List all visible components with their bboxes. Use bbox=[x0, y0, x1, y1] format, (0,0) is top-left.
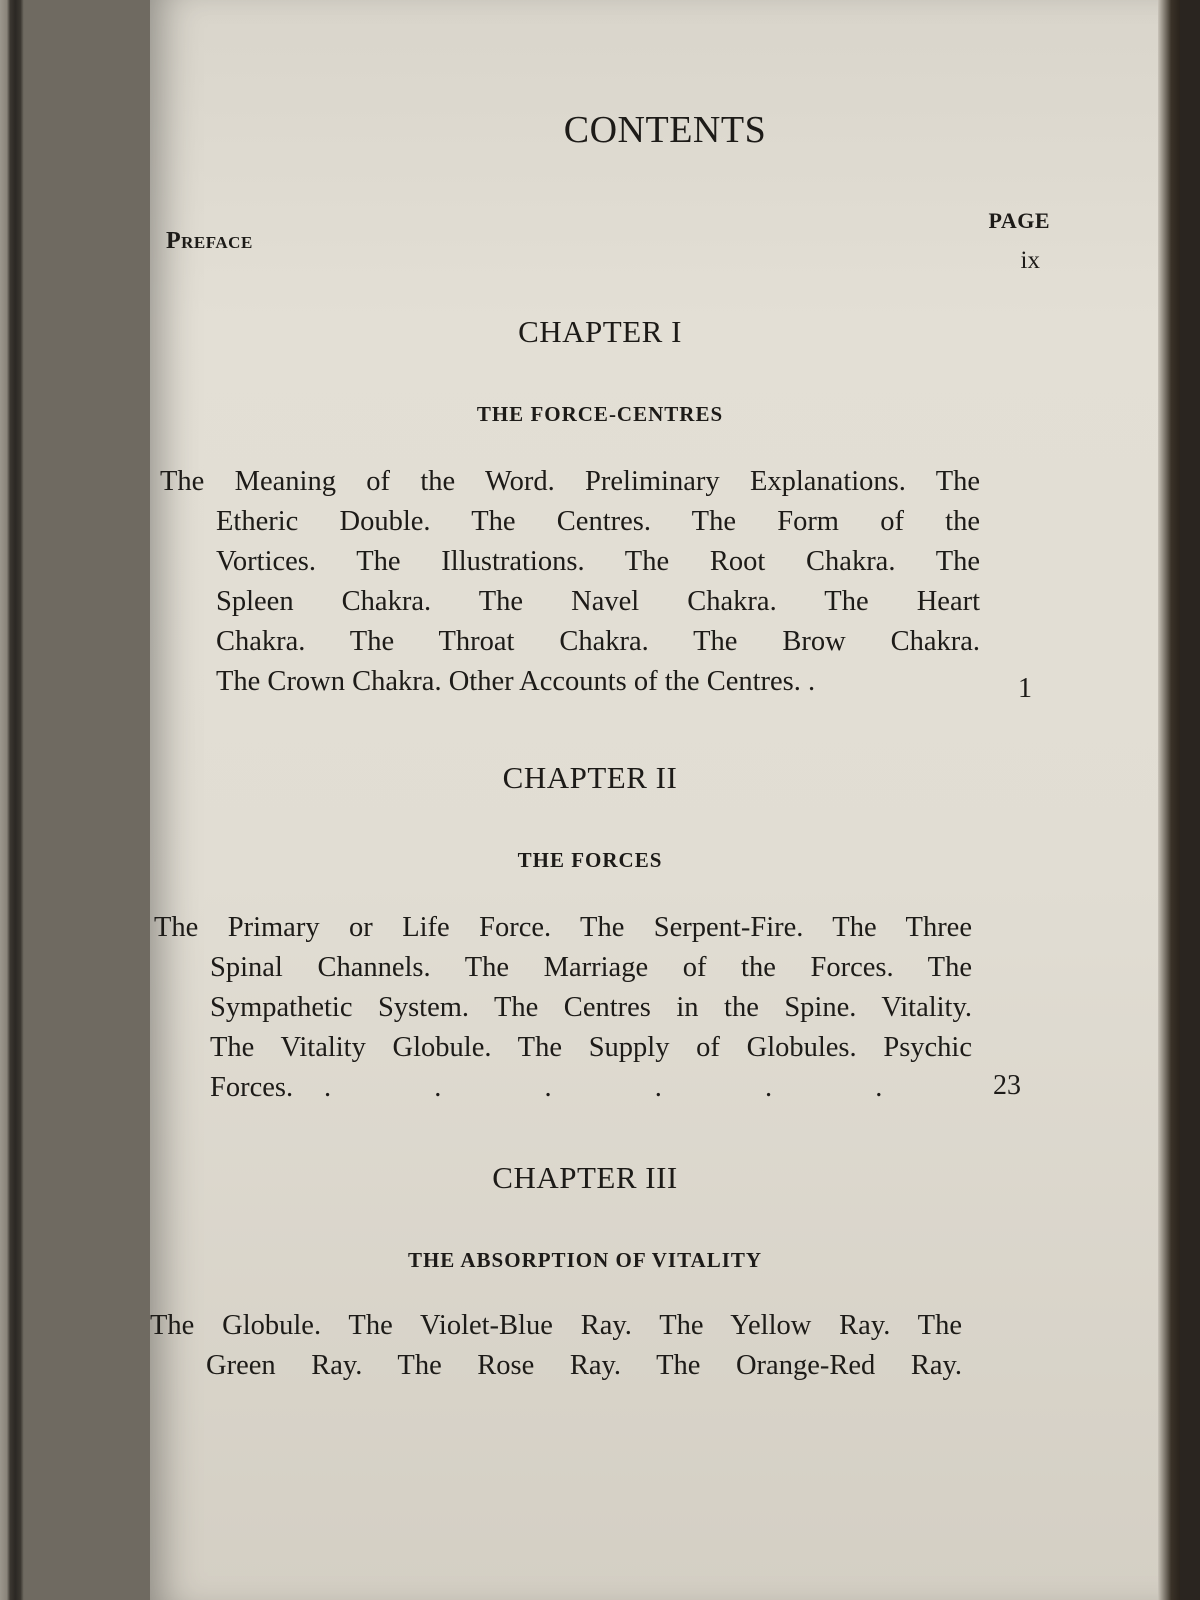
entry-line: Spinal Channels. The Marriage of the Forces. The bbox=[210, 952, 972, 983]
entry-line: Etheric Double. The Centres. The Form of the bbox=[216, 506, 980, 537]
book-gutter-shadow bbox=[0, 0, 170, 1600]
entry-line bbox=[154, 1068, 972, 1108]
entry-line: Chakra. The Throat Chakra. The Brow Chakra. bbox=[216, 626, 980, 657]
page-column-label: PAGE bbox=[988, 208, 1050, 233]
entry-line: Sympathetic System. The Centres in the Spine. Vitality. bbox=[210, 992, 972, 1023]
chapter-1-page-number: 1 bbox=[1018, 673, 1032, 704]
chapter-1-heading: CHAPTER I bbox=[518, 314, 682, 349]
entry-line: Vortices. The Illustrations. The Root Chakra. The bbox=[216, 546, 980, 577]
chapter-2-entry bbox=[154, 908, 972, 1108]
entry-line: The Globule. The Violet-Blue Ray. The Yellow Ray. The bbox=[150, 1310, 962, 1341]
leader-dots: . . . . . . bbox=[324, 1072, 883, 1103]
entry-line: Spleen Chakra. The Navel Chakra. The Heart bbox=[216, 586, 980, 617]
chapter-2-heading: CHAPTER II bbox=[502, 760, 678, 795]
chapter-3-entry bbox=[150, 1306, 962, 1386]
chapter-1-subtitle: THE FORCE-CENTRES bbox=[476, 402, 724, 426]
chapter-2-subtitle: THE FORCES bbox=[517, 848, 663, 872]
chapter-3-subtitle: THE ABSORPTION OF VITALITY bbox=[407, 1248, 763, 1272]
chapter-2-page-number: 23 bbox=[993, 1070, 1021, 1101]
book-page bbox=[150, 0, 1180, 1600]
preface-entry: Preface bbox=[166, 228, 253, 254]
entry-line: The Primary or Life Force. The Serpent-Fire. The Three bbox=[154, 912, 972, 943]
preface-page-number: ix bbox=[1020, 247, 1040, 274]
entry-line-text: Forces. bbox=[210, 1072, 294, 1103]
entry-line: The Crown Chakra. Other Accounts of the Centres. . bbox=[216, 666, 816, 697]
chapter-3-heading: CHAPTER III bbox=[492, 1160, 678, 1195]
chapter-1-entry bbox=[160, 462, 980, 702]
page-right-edge bbox=[1158, 0, 1180, 1600]
entry-line: Green Ray. The Rose Ray. The Orange-Red Ray. bbox=[206, 1350, 962, 1381]
entry-line: The Vitality Globule. The Supply of Globules. Psychic bbox=[210, 1032, 972, 1063]
contents-title: CONTENTS bbox=[563, 109, 767, 151]
entry-line: The Meaning of the Word. Preliminary Explanations. The bbox=[160, 466, 980, 497]
